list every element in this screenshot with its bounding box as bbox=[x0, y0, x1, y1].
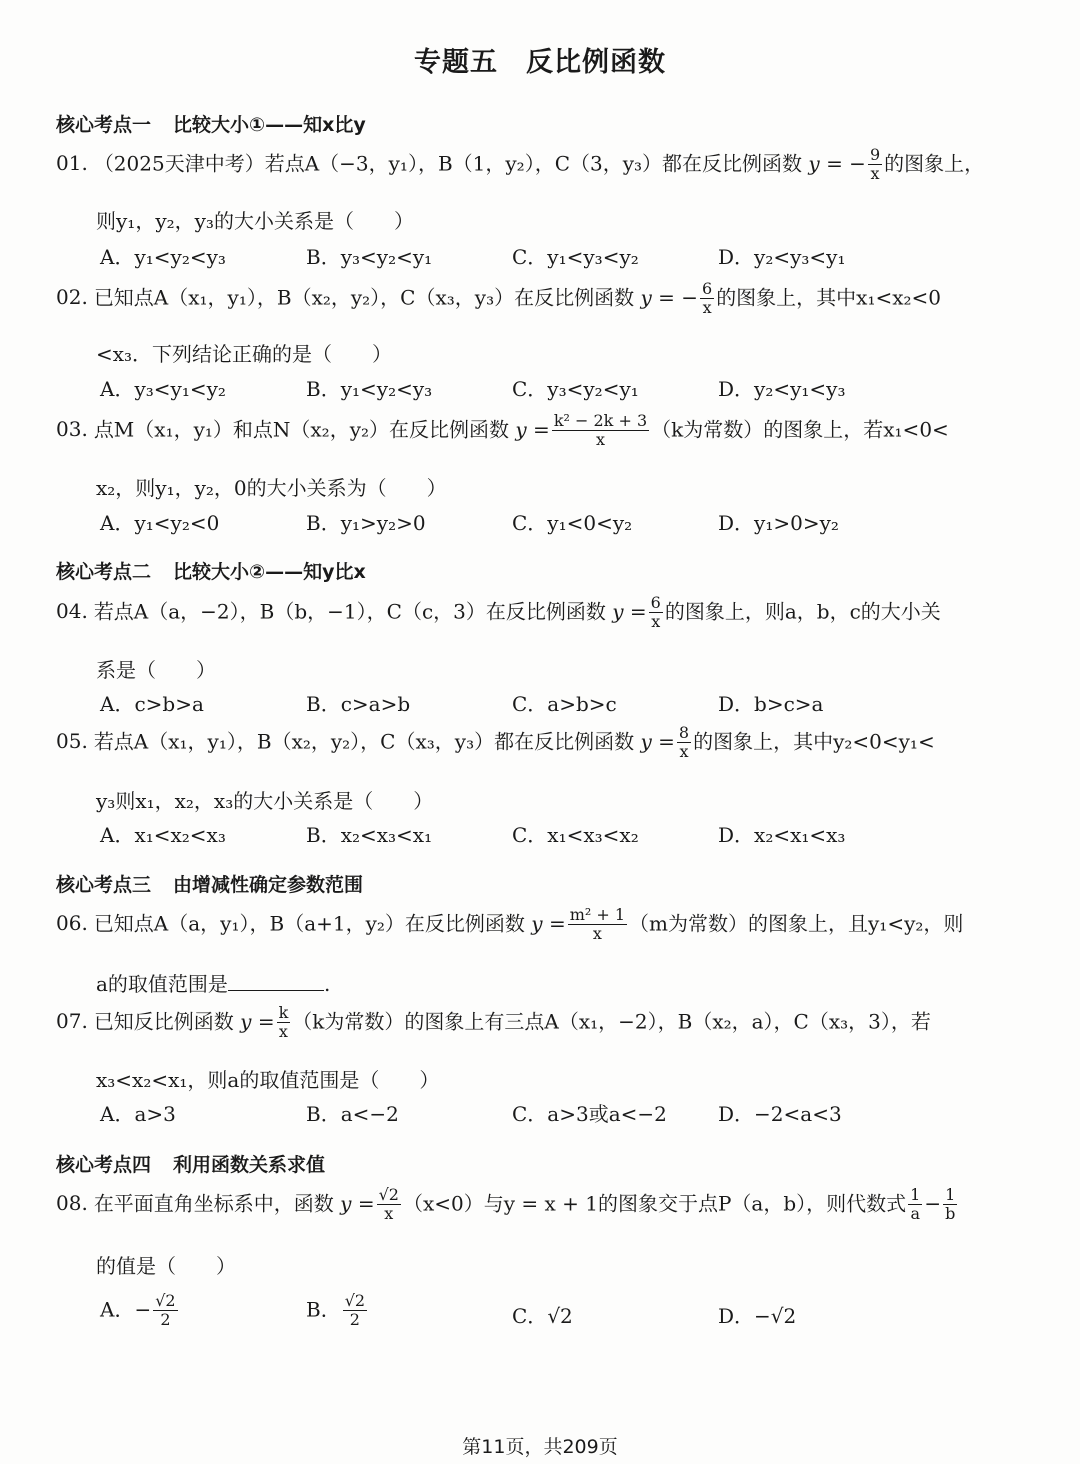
question-08-line-1: 08. 在平面直角坐标系中，函数 y = $\frac{√2}{x}$ （x<0）与y = x + 1的图象交于点P（a，b），则代数式 $\frac{1}{a}$ − $\frac{1}{b}$ bbox=[56, 1185, 956, 1224]
question-02-line-1: 02. 已知点A（x₁，y₁），B（x₂，y₂），C（x₃，y₃）在反比例函数 y = − $\frac{6}{x}$ 的图象上，其中x₁<x₂<0 bbox=[56, 279, 942, 318]
fraction: $\frac{√2}{x}$ bbox=[378, 1185, 399, 1224]
option-b[interactable]: B．y₁<y₂<y₃ bbox=[306, 377, 433, 401]
question-01-options bbox=[100, 241, 1020, 271]
fraction: $\frac{\text{m² + 1}}{x}$ bbox=[569, 905, 626, 944]
option-c[interactable]: C．y₃<y₂<y₁ bbox=[512, 377, 639, 401]
option-b[interactable]: B．c>a>b bbox=[306, 692, 411, 716]
question-04-options bbox=[100, 688, 1020, 718]
fraction: $\frac{9}{x}$ bbox=[869, 145, 881, 184]
question-08-options bbox=[100, 1292, 1020, 1340]
page-title: 专题五 反比例函数 bbox=[414, 47, 666, 78]
option-d[interactable]: D．−√2 bbox=[718, 1304, 797, 1328]
option-d[interactable]: D．y₂<y₁<y₃ bbox=[718, 377, 846, 401]
option-b[interactable]: B． $\frac{√2}{2}$ bbox=[306, 1291, 366, 1330]
question-06-line-2: a的取值范围是 . bbox=[96, 972, 331, 996]
option-a[interactable]: A．y₃<y₁<y₂ bbox=[100, 377, 226, 401]
option-c[interactable]: C．a>b>c bbox=[512, 692, 617, 716]
option-a[interactable]: A．− $\frac{√2}{2}$ bbox=[100, 1291, 176, 1330]
option-d[interactable]: D．y₂<y₃<y₁ bbox=[718, 245, 846, 269]
section-label: 核心考点一 bbox=[56, 114, 152, 136]
question-03-line-1: 03. 点M（x₁，y₁）和点N（x₂，y₂）在反比例函数 y = $\frac{\text{k² − 2k + 3}}{x}$ （k为常数）的图象上，若x₁<0< bbox=[56, 411, 949, 450]
question-07-line-1: 07. 已知反比例函数 y = $\frac{k}{x}$ （k为常数）的图象上有三点A（x₁，−2），B（x₂，a），C（x₃，3），若 bbox=[56, 1003, 931, 1042]
answer-blank[interactable] bbox=[228, 972, 324, 991]
question-07-options bbox=[100, 1098, 1020, 1128]
option-c[interactable]: C．√2 bbox=[512, 1304, 573, 1328]
question-02-line-2: <x₃．下列结论正确的是（ ） bbox=[96, 342, 393, 366]
option-d[interactable]: D．−2<a<3 bbox=[718, 1102, 842, 1126]
option-a[interactable]: A．c>b>a bbox=[100, 692, 204, 716]
section-3-heading: 核心考点三 由增减性确定参数范围 bbox=[56, 874, 364, 896]
question-05-options bbox=[100, 819, 1020, 849]
option-a[interactable]: A．y₁<y₂<0 bbox=[100, 511, 220, 535]
option-b[interactable]: B．y₁>y₂>0 bbox=[306, 511, 426, 535]
section-name: 比较大小①——知x比y bbox=[173, 114, 366, 136]
question-05-line-1: 05. 若点A（x₁，y₁），B（x₂，y₂），C（x₃，y₃）都在反比例函数 y = $\frac{8}{x}$ 的图象上，其中y₂<0<y₁< bbox=[56, 723, 935, 762]
option-c[interactable]: C．x₁<x₃<x₂ bbox=[512, 823, 639, 847]
section-4-heading: 核心考点四 利用函数关系求值 bbox=[56, 1154, 326, 1176]
option-b[interactable]: B．y₃<y₂<y₁ bbox=[306, 245, 433, 269]
fraction: $\frac{k}{x}$ bbox=[278, 1003, 289, 1042]
option-d[interactable]: D．x₂<x₁<x₃ bbox=[718, 823, 846, 847]
option-b[interactable]: B．x₂<x₃<x₁ bbox=[306, 823, 433, 847]
question-05-line-2: y₃则x₁，x₂，x₃的大小关系是（ ） bbox=[96, 789, 434, 813]
fraction: $\frac{1}{a}$ bbox=[910, 1185, 921, 1224]
option-a[interactable]: A．y₁<y₂<y₃ bbox=[100, 245, 226, 269]
fraction: $\frac{8}{x}$ bbox=[678, 723, 690, 762]
option-a[interactable]: A．a>3 bbox=[100, 1102, 176, 1126]
option-d[interactable]: D．b>c>a bbox=[718, 692, 824, 716]
section-2-heading: 核心考点二 比较大小②——知y比x bbox=[56, 561, 366, 583]
fraction: $\frac{\text{k² − 2k + 3}}{x}$ bbox=[553, 411, 648, 450]
question-02-options bbox=[100, 373, 1020, 403]
option-b[interactable]: B．a<−2 bbox=[306, 1102, 399, 1126]
question-06-line-1: 06. 已知点A（a，y₁），B（a+1，y₂）在反比例函数 y = $\frac{\text{m² + 1}}{x}$ （m为常数）的图象上，且y₁<y₂，则 bbox=[56, 905, 964, 944]
section-1-heading bbox=[56, 110, 366, 137]
option-c[interactable]: C．y₁<0<y₂ bbox=[512, 511, 633, 535]
page-footer: 第11页，共209页 bbox=[462, 1436, 618, 1458]
option-a[interactable]: A．x₁<x₂<x₃ bbox=[100, 823, 226, 847]
question-01-line-1: 01. （2025天津中考）若点A（−3，y₁），B（1，y₂），C（3，y₃）都在反比例函数 y = − $\frac{9}{x}$ 的图象上， bbox=[56, 145, 985, 184]
question-04-line-2: 系是（ ） bbox=[96, 658, 216, 682]
option-c[interactable]: C．a>3或a<−2 bbox=[512, 1102, 667, 1126]
fraction: $\frac{6}{x}$ bbox=[702, 279, 713, 318]
fraction: $\frac{1}{b}$ bbox=[945, 1185, 956, 1224]
option-d[interactable]: D．y₁>0>y₂ bbox=[718, 511, 839, 535]
fraction: $\frac{6}{x}$ bbox=[650, 593, 661, 632]
question-07-line-2: x₃<x₂<x₁，则a的取值范围是（ ） bbox=[96, 1068, 440, 1092]
question-03-options bbox=[100, 507, 1020, 537]
question-08-line-2: 的值是（ ） bbox=[96, 1254, 236, 1278]
option-c[interactable]: C．y₁<y₃<y₂ bbox=[512, 245, 639, 269]
question-04-line-1: 04. 若点A（a，−2），B（b，−1），C（c，3）在反比例函数 y = $\frac{6}{x}$ 的图象上，则a，b，c的大小关 bbox=[56, 593, 941, 632]
question-03-line-2: x₂，则y₁，y₂，0的大小关系为（ ） bbox=[96, 476, 447, 500]
question-01-line-2: 则y₁，y₂，y₃的大小关系是（ ） bbox=[96, 209, 414, 233]
